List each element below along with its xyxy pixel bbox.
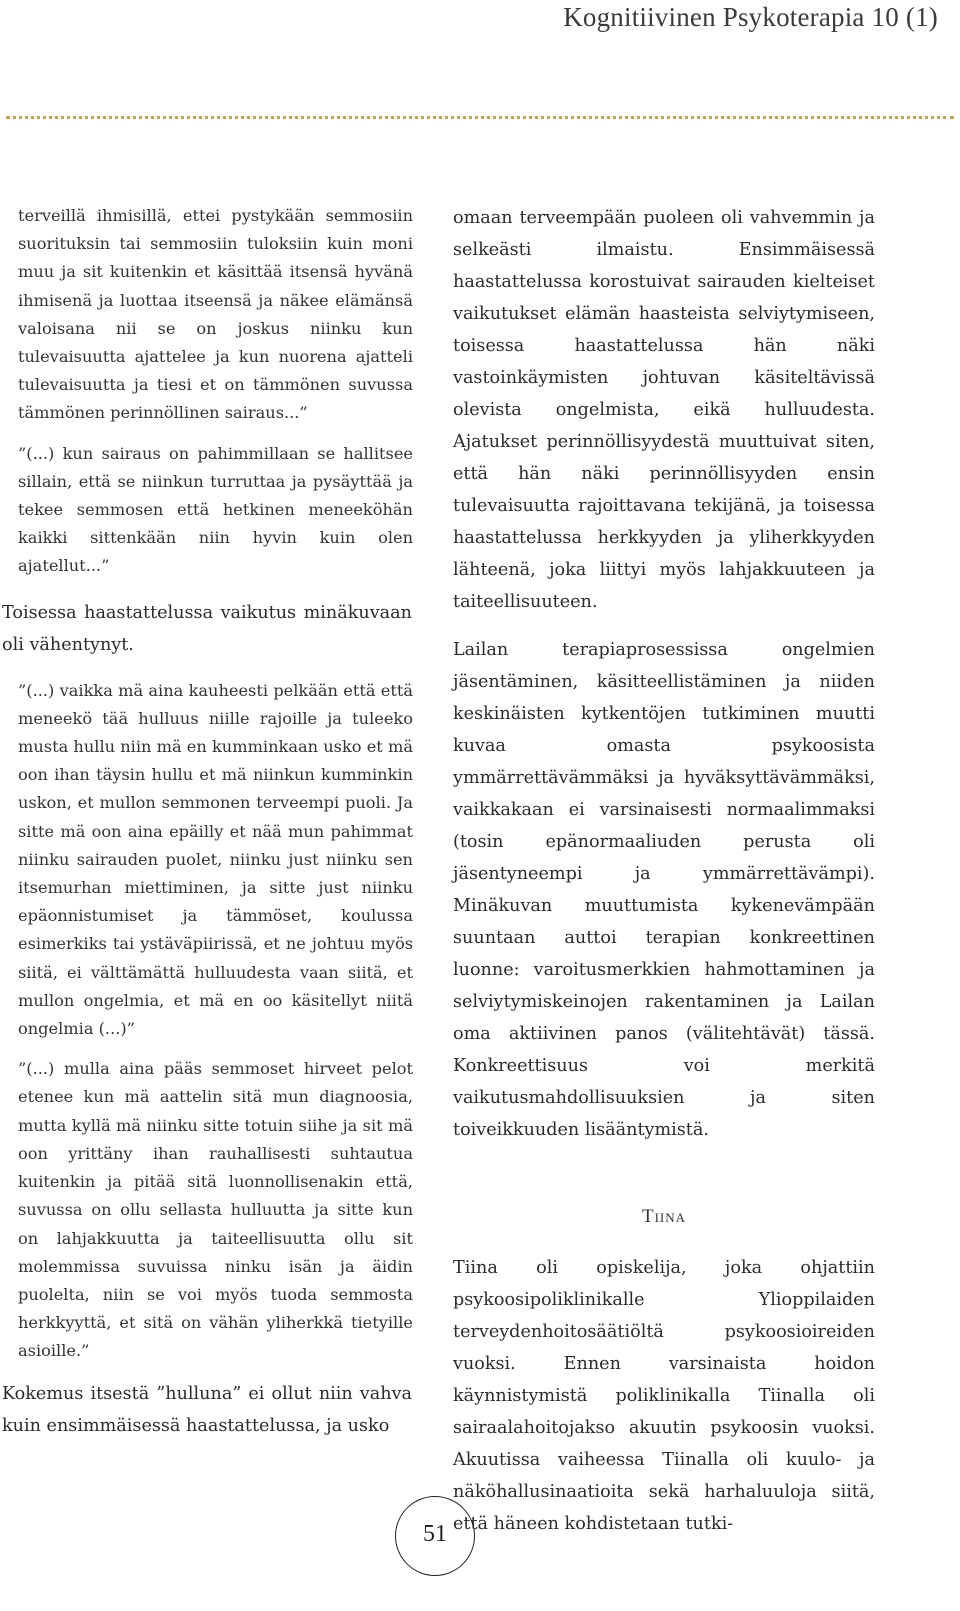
- interview-quote: ”(...) vaikka mä aina kauheesti pelkään että että meneekö tää hulluus niille rajoille ja tuleeko musta hullu niin mä en kumminkaan usko et mä oon ihan täysin hullu et mä niinkun kumminkin uskon, et mullon semmonen terveempi puoli. Ja sitte mä oon aina epäilly et nää mun pahimmat niinku sairauden puolet, niinku just niinku sen itsemurhan miettiminen, ja sitte just niinku epäonnistumiset ja tämmöset, koulussa esimerkiks tai ystäväpiirissä, et ne johtuu myös siitä, ei välttämättä hulluudesta vaan siitä, et mullon ongelmia, et mä en oo käsitellyt niitä ongelmia (...)”: [18, 680, 413, 1039]
- body-paragraph: omaan terveempään puoleen oli vahvemmin ja selkeästi ilmaistu. Ensimmäisessä haastattelussa korostuivat sairauden kielteiset vaikutukset elämän haasteista selviytymiseen, toisessa haastattelussa hän näki vastoinkäymisten johtuvan käsiteltävissä olevista ongelmista, eikä hulluudesta. Ajatukset perinnöllisyydestä muuttuivat siten, että hän näki perinnöllisyyden ensin tulevaisuutta rajoittavana tekijänä, ja toisessa haastattelussa herkkyyden ja yliherkkyyden lähteenä, joka liittyi myös lahjakkuuteen ja taiteellisuuteen.: [453, 208, 875, 612]
- interview-quote: ”(...) kun sairaus on pahimmillaan se hallitsee sillain, että se niinkun turruttaa ja pysäyttää ja tekee semmosen että hetkinen meneeköhän kaikki sittenkään niin hyvin kuin olen ajatellut...”: [18, 443, 413, 576]
- left-column: [2, 202, 413, 1442]
- section-heading: Tiina: [641, 1206, 687, 1227]
- journal-title: Kognitiivinen Psykoterapia 10 (1): [563, 2, 938, 32]
- body-paragraph: Toisessa haastattelussa vaikutus minäkuvaan oli vähentynyt.: [2, 602, 412, 655]
- right-column: [453, 202, 875, 1540]
- page-number-badge: [395, 1496, 475, 1576]
- page-number: 51: [423, 1521, 447, 1547]
- interview-quote: terveillä ihmisillä, ettei pystykään semmosiin suorituksin tai semmosiin tuloksiin kuin moni muu ja sit kuitenkin et käsittää itsensä hyvänä ihmisenä ja luottaa itseensä ja näkee elämänsä valoisana nii se on joskus niinku kun tulevaisuutta ajattelee ja kun nuorena ajatteli tulevaisuutta ja tiesi et on tämmönen suvussa tämmönen perinnöllinen sairaus...”: [18, 206, 413, 423]
- header-divider: [6, 116, 954, 119]
- body-paragraph: Lailan terapiaprosessissa ongelmien jäsentäminen, käsitteellistäminen ja niiden keskinäisten kytkentöjen tutkiminen muutti kuvaa omasta psykoosista ymmärrettävämmäksi ja hyväksyttävämmäksi, vaikkakaan ei varsinaisesti normaalimmaksi (tosin epänormaaliuden perusta oli jäsentyneempi ja ymmärrettävämpi). Minäkuvan muuttumista kykenevämpään suuntaan auttoi terapian konkreettinen luonne: varoitusmerkkien hahmottaminen ja selviytymiskeinojen rakentaminen ja Lailan oma aktiivinen panos (välitehtävät) tässä. Konkreettisuus voi merkitä vaikutusmahdollisuuksien ja siten toiveikkuuden lisääntymistä.: [453, 640, 875, 1140]
- interview-quote: ”(...) mulla aina pääs semmoset hirveet pelot etenee kun mä aattelin sitä mun diagnoosia, mutta kyllä mä niinku sitte totuin siihe ja sit mä oon yrittäny ihan rauhallisesti suhtautua kuitenkin ja pitää sitä luonnollisenakin että, suvussa on ollu sellasta hulluutta ja sitte kun on lahjakkuutta ja taiteellisuutta ollu sit molemmissa suvuissa ninku isän ja äidin puolelta, niin se voi myös tuoda semmosta herkkyyttä, et sitä on vähän yliherkkä tietyille asioille.”: [18, 1059, 413, 1361]
- body-paragraph: Tiina oli opiskelija, joka ohjattiin psykoosipoliklinikalle Ylioppilaiden terveydenhoitosäätiöltä psykoosioireiden vuoksi. Ennen varsinaista hoidon käynnistymistä poliklinikalla Tiinalla oli sairaalahoitojakso akuutin psykoosin vuoksi. Akuutissa vaiheessa Tiinalla oli kuulo- ja näköhallusinaatioita sekä harhaluuloja siitä, että häneen kohdistetaan tutki-: [453, 1258, 875, 1534]
- body-paragraph: Kokemus itsestä ”hulluna” ei ollut niin vahva kuin ensimmäisessä haastattelussa, ja usko: [2, 1383, 412, 1436]
